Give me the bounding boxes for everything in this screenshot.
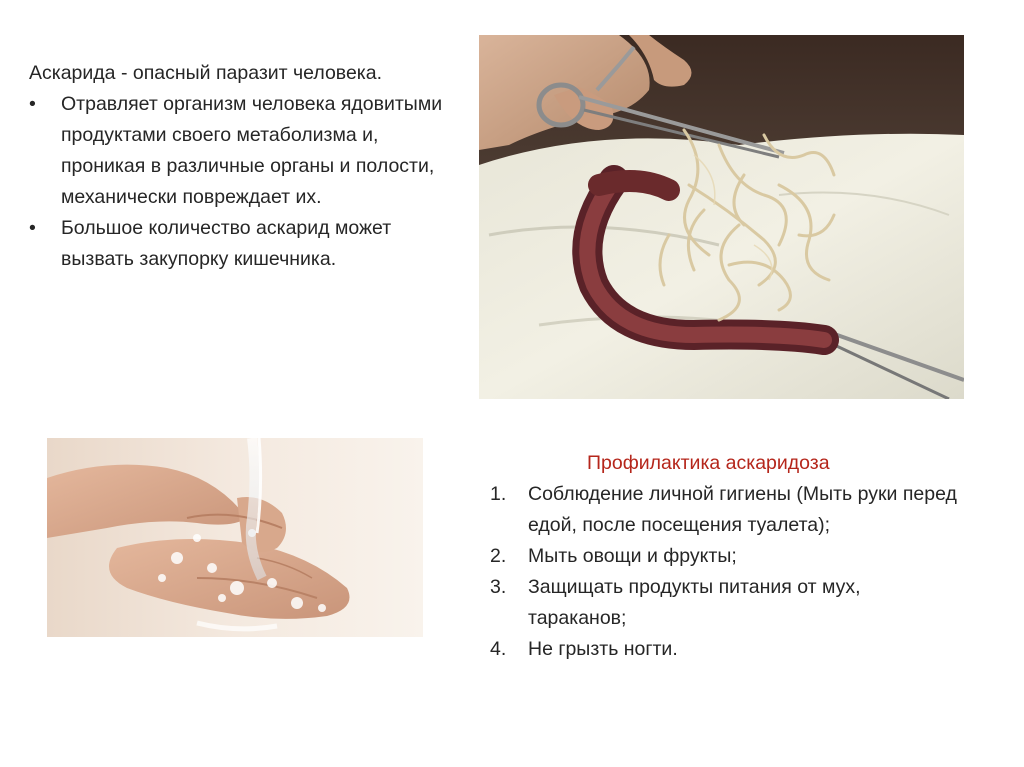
list-text: Защищать продукты питания от мух, тараканов; bbox=[528, 576, 861, 629]
list-item bbox=[490, 572, 960, 634]
prevention-title: Профилактика аскаридоза bbox=[587, 452, 830, 474]
hands-washing-illustration bbox=[47, 438, 423, 637]
list-number: 1. bbox=[490, 483, 507, 505]
list-number: 2. bbox=[490, 545, 507, 567]
hands-washing-photo bbox=[47, 438, 423, 637]
prevention-list bbox=[490, 479, 960, 665]
intro-text: Аскарида - опасный паразит человека. bbox=[29, 62, 383, 84]
list-number: 3. bbox=[490, 576, 507, 598]
bullet-marker: • bbox=[29, 93, 36, 115]
harm-list bbox=[29, 89, 449, 275]
list-item bbox=[490, 541, 960, 572]
worms-photo-illustration bbox=[479, 35, 964, 399]
list-text: Не грызть ногти. bbox=[528, 638, 678, 660]
list-item bbox=[490, 634, 960, 665]
prevention-section bbox=[490, 448, 960, 665]
bullet-text: Большое количество аскарид может вызвать закупорку кишечника. bbox=[61, 217, 392, 270]
bullet-item bbox=[29, 213, 449, 275]
list-number: 4. bbox=[490, 638, 507, 660]
list-text: Соблюдение личной гигиены (Мыть руки перед едой, после посещения туалета); bbox=[528, 483, 957, 536]
bullet-text: Отравляет организм человека ядовитыми продуктами своего метаболизма и, проникая в различные органы и полости, механически повреждает их. bbox=[61, 93, 443, 208]
list-item bbox=[490, 479, 960, 541]
bullet-marker: • bbox=[29, 217, 36, 239]
bullet-item bbox=[29, 89, 449, 213]
ascaris-description bbox=[29, 58, 449, 275]
list-text: Мыть овощи и фрукты; bbox=[528, 545, 737, 567]
worms-photo bbox=[479, 35, 964, 399]
